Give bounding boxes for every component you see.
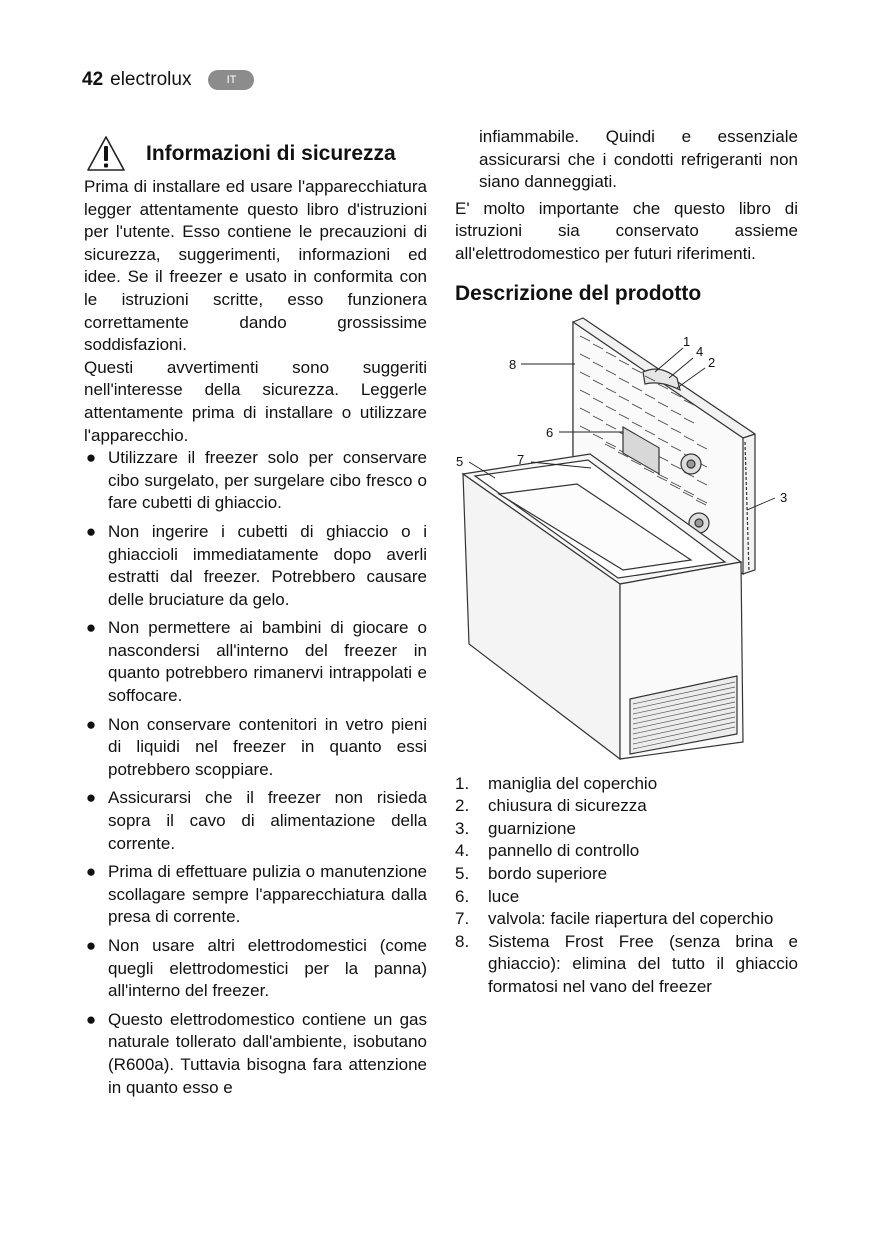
freezer-diagram — [455, 314, 798, 769]
list-item: 2. chiusura di sicurezza — [455, 796, 647, 816]
warning-icon — [86, 135, 126, 173]
product-title: Descrizione del prodotto — [455, 281, 702, 305]
list-item: ● Non permettere ai bambini di giocare o nascondersi all'interno del freezer in quanto potrebbero rimanervi intrappolati e soffocare. — [85, 618, 427, 706]
list-item: 1. maniglia del coperchio — [455, 773, 658, 793]
diagram-label-4: 4 — [696, 343, 704, 359]
keep-manual-note: E' molto importante che questo libro di istruzioni sia conservato assieme all'elettrodomestico per futuri riferimenti. — [455, 198, 798, 263]
list-item: 5. bordo superiore — [455, 863, 608, 883]
list-item: ● Questo elettrodomestico contiene un gas naturale tollerato dall'ambiente, isobutano (R600a). Tuttavia bisogna fara attenzione in quanto esso e — [85, 1009, 427, 1097]
page-header — [82, 66, 254, 94]
diagram-label-5: 5 — [456, 453, 464, 469]
list-item: 6. luce — [455, 886, 520, 906]
list-item: ● Non ingerire i cubetti di ghiaccio o i ghiaccioli immediatamente dopo averli estratti dal freezer. Potrebbero causare delle bruciature da gelo. — [85, 521, 427, 609]
bullet-icon: ● — [85, 936, 97, 955]
safety-heading — [84, 132, 427, 176]
list-item: ● Prima di effettuare pulizia o manutenzione scollagare sempre l'apparecchiatura dalla presa di corrente. — [85, 862, 427, 927]
list-item: ● Utilizzare il freezer solo per conservare cibo surgelato, per surgelare cibo fresco o fare cubetti di ghiaccio. — [85, 448, 427, 513]
list-item: ● Assicurarsi che il freezer non risieda sopra il cavo di alimentazione della corrente. — [85, 788, 427, 853]
diagram-label-1: 1 — [683, 333, 691, 349]
brand-name: electrolux — [110, 69, 192, 90]
safety-intro: Prima di installare ed usare l'apparecchiatura legger attentamente questo libro d'istruzioni per l'utente. Esso contiene le precauzioni di sicurezza, suggerimenti, informazioni ed idee. Se il freezer e usato in conformita con le istruzioni scritte, esso funzionera correttamente dando grossissime soddisfazioni. — [84, 177, 427, 355]
list-item: 3. guarnizione — [455, 818, 576, 838]
list-item: 8. Sistema Frost Free (senza brina e ghiaccio): elimina del tutto il ghiaccio formatosi nel vano del freezer — [455, 931, 798, 996]
diagram-label-2: 2 — [708, 354, 716, 370]
language-badge: IT — [208, 70, 254, 90]
list-item: 4. pannello di controllo — [455, 841, 640, 861]
list-item: ● Non conservare contenitori in vetro pieni di liquidi nel freezer in quanto essi potrebbero scoppiare. — [85, 714, 427, 779]
diagram-label-8: 8 — [509, 356, 517, 372]
diagram-label-7: 7 — [517, 451, 525, 467]
safety-continuation: infiammabile. Quindi e essenziale assicurarsi che i condotti refrigeranti non siano danneggiati. — [479, 127, 798, 192]
list-item: ● Non usare altri elettrodomestici (come quegli elettrodomestici per la panna) all'interno del freezer. — [85, 936, 427, 1001]
diagram-label-3: 3 — [780, 489, 788, 505]
right-column — [455, 126, 798, 999]
bullet-icon: ● — [85, 521, 97, 541]
diagram-label-6: 6 — [546, 424, 554, 440]
left-column — [84, 132, 427, 1105]
bullet-icon: ● — [85, 448, 97, 468]
safety-intro-2: Questi avvertimenti sono suggeriti nell'interesse della sicurezza. Leggerle attentamente prima di installare o utilizzare l'apparecchio. — [84, 357, 427, 445]
parts-list — [455, 773, 798, 999]
safety-bullets — [84, 447, 427, 1099]
bullet-icon: ● — [85, 862, 97, 882]
bullet-icon: ● — [85, 618, 97, 638]
bullet-icon: ● — [85, 1009, 97, 1029]
bullet-icon: ● — [85, 788, 97, 808]
page-number: 42 — [82, 69, 104, 90]
list-item: 7. valvola: facile riapertura del coperchio — [455, 909, 774, 929]
bullet-icon: ● — [85, 714, 97, 734]
safety-title: Informazioni di sicurezza — [146, 142, 396, 165]
